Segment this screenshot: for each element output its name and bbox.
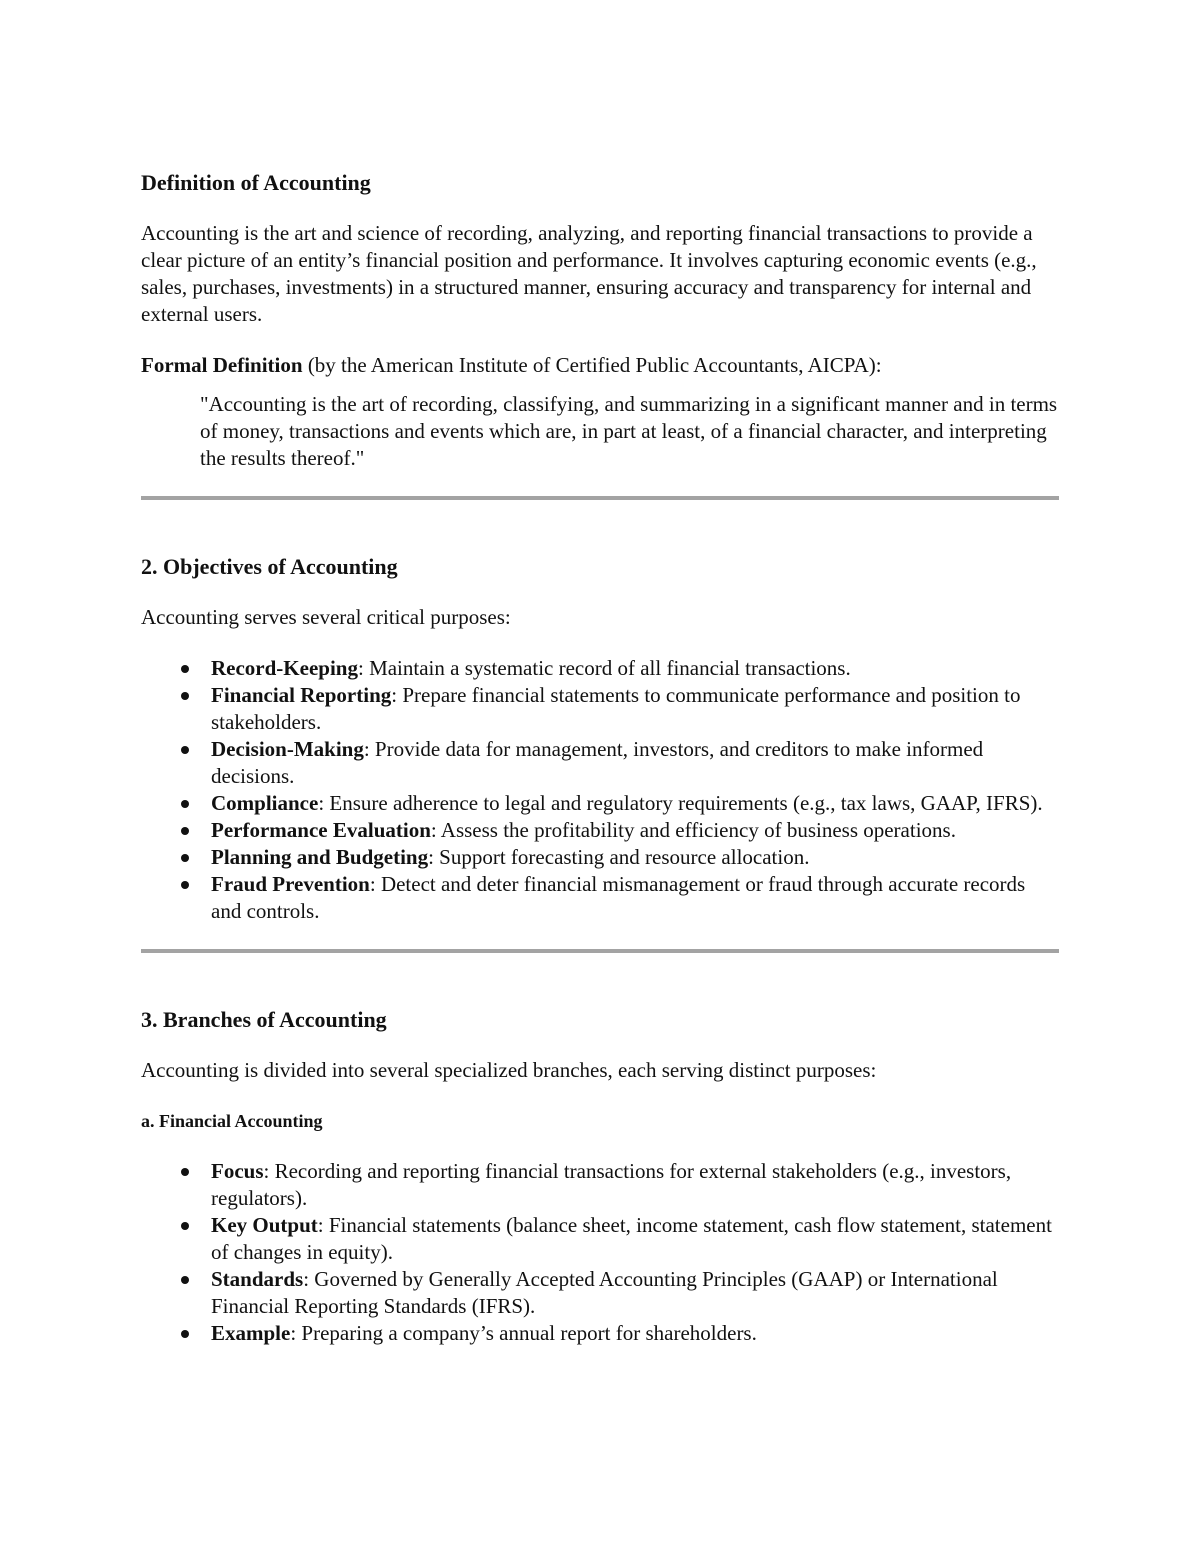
item-term: Fraud Prevention bbox=[211, 872, 370, 896]
list-item bbox=[141, 1266, 1059, 1320]
item-description: : Prepare financial statements to communicate performance and position to stakeholders. bbox=[211, 683, 1021, 734]
item-term: Example bbox=[211, 1321, 291, 1345]
bullet-icon bbox=[181, 854, 189, 862]
section-title-objectives: 2. Objectives of Accounting bbox=[141, 554, 398, 579]
formal-definition-line bbox=[141, 352, 1059, 379]
list-item bbox=[141, 682, 1059, 736]
item-term: Key Output bbox=[211, 1213, 318, 1237]
list-item bbox=[141, 736, 1059, 790]
document-page bbox=[141, 168, 1059, 1347]
formal-definition-label: Formal Definition bbox=[141, 353, 303, 377]
item-description: : Preparing a company’s annual report for shareholders. bbox=[290, 1321, 757, 1345]
bullet-icon bbox=[181, 665, 189, 673]
item-description: : Assess the profitability and efficiency of business operations. bbox=[430, 818, 956, 842]
item-description: : Provide data for management, investors, and creditors to make informed decisions. bbox=[211, 737, 984, 788]
section-title-branches: 3. Branches of Accounting bbox=[141, 1007, 387, 1032]
item-description: : Detect and deter financial mismanagement or fraud through accurate records and controls. bbox=[211, 872, 1026, 923]
bullet-icon bbox=[181, 692, 189, 700]
item-term: Compliance bbox=[211, 791, 319, 815]
item-term: Performance Evaluation bbox=[211, 818, 431, 842]
item-term: Planning and Budgeting bbox=[211, 845, 429, 869]
list-item bbox=[141, 1320, 1059, 1347]
objectives-list bbox=[141, 655, 1059, 925]
bullet-icon bbox=[181, 881, 189, 889]
list-item bbox=[141, 871, 1059, 925]
list-item bbox=[141, 1158, 1059, 1212]
item-description: : Support forecasting and resource allocation. bbox=[428, 845, 810, 869]
bullet-icon bbox=[181, 827, 189, 835]
bullet-icon bbox=[181, 1330, 189, 1338]
list-item bbox=[141, 1212, 1059, 1266]
list-item bbox=[141, 655, 1059, 682]
bullet-icon bbox=[181, 1168, 189, 1176]
bullet-icon bbox=[181, 800, 189, 808]
item-term: Financial Reporting bbox=[211, 683, 392, 707]
item-term: Standards bbox=[211, 1267, 304, 1291]
item-term: Decision-Making bbox=[211, 737, 364, 761]
item-description: : Recording and reporting financial transactions for external stakeholders (e.g., investors, regulators). bbox=[211, 1159, 1012, 1210]
bullet-icon bbox=[181, 1276, 189, 1284]
item-description: : Governed by Generally Accepted Accounting Principles (GAAP) or International Financial Reporting Standards (IFRS). bbox=[211, 1267, 998, 1318]
subsection-title-financial-accounting: a. Financial Accounting bbox=[141, 1111, 323, 1131]
item-description: : Maintain a systematic record of all financial transactions. bbox=[357, 656, 851, 680]
objectives-intro: Accounting serves several critical purposes: bbox=[141, 605, 511, 629]
list-item bbox=[141, 817, 1059, 844]
list-item bbox=[141, 844, 1059, 871]
item-description: : Ensure adherence to legal and regulatory requirements (e.g., tax laws, GAAP, IFRS). bbox=[318, 791, 1043, 815]
section-title-definition: Definition of Accounting bbox=[141, 170, 371, 195]
bullet-icon bbox=[181, 746, 189, 754]
formal-definition-quote: "Accounting is the art of recording, classifying, and summarizing in a significant manner and in terms of money, transactions and events which are, in part at least, of a financial character, and interpreting the results thereof." bbox=[200, 392, 1058, 470]
branches-intro: Accounting is divided into several specialized branches, each serving distinct purposes: bbox=[141, 1058, 877, 1082]
formal-definition-source: (by the American Institute of Certified Public Accountants, AICPA): bbox=[302, 353, 882, 377]
item-description: : Financial statements (balance sheet, income statement, cash flow statement, statement of changes in equity). bbox=[211, 1213, 1052, 1264]
financial-accounting-list bbox=[141, 1158, 1059, 1347]
list-item bbox=[141, 790, 1059, 817]
definition-paragraph: Accounting is the art and science of recording, analyzing, and reporting financial transactions to provide a clear picture of an entity’s financial position and performance. It involves capturing economic events (e.g., sales, purchases, investments) in a structured manner, ensuring accuracy and transparency for internal and external users. bbox=[141, 221, 1037, 326]
bullet-icon bbox=[181, 1222, 189, 1230]
item-term: Focus bbox=[211, 1159, 264, 1183]
item-term: Record-Keeping bbox=[211, 656, 358, 680]
